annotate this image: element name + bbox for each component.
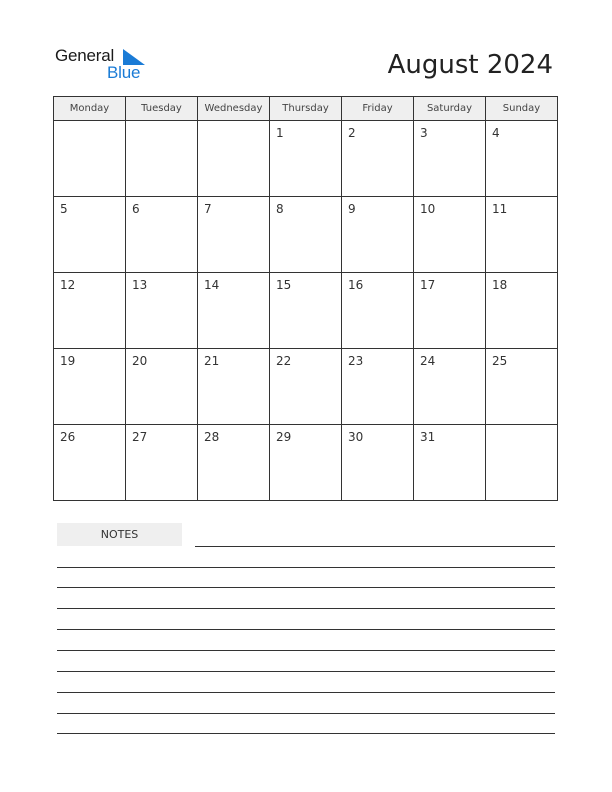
notes-line <box>57 567 555 568</box>
day-number: 7 <box>204 202 212 216</box>
notes-line <box>57 629 555 630</box>
day-cell <box>198 273 270 349</box>
day-number: 8 <box>276 202 284 216</box>
day-number: 24 <box>420 354 436 368</box>
notes-line <box>57 692 555 693</box>
day-number <box>54 121 125 126</box>
day-cell <box>54 349 126 425</box>
day-cell <box>270 121 342 197</box>
weekday-header-sunday: Sunday <box>486 97 558 121</box>
day-number: 6 <box>132 202 140 216</box>
day-cell <box>414 349 486 425</box>
day-number <box>126 121 197 126</box>
day-cell <box>270 349 342 425</box>
day-cell <box>486 349 558 425</box>
weekday-header-tuesday: Tuesday <box>126 97 198 121</box>
day-cell <box>342 349 414 425</box>
day-number <box>198 121 269 126</box>
day-cell <box>54 197 126 273</box>
day-number: 11 <box>492 202 508 216</box>
notes-line <box>195 546 555 547</box>
day-cell <box>486 425 558 501</box>
day-number: 9 <box>348 202 356 216</box>
notes-line <box>57 671 555 672</box>
week-row <box>54 425 558 501</box>
day-number <box>486 425 557 430</box>
day-cell <box>126 273 198 349</box>
day-number: 2 <box>348 126 356 140</box>
day-cell <box>54 273 126 349</box>
day-cell <box>126 121 198 197</box>
weekday-header-thursday: Thursday <box>270 97 342 121</box>
day-number: 19 <box>60 354 76 368</box>
notes-label: NOTES <box>57 523 182 546</box>
weekday-header-monday: Monday <box>54 97 126 121</box>
day-cell <box>198 121 270 197</box>
day-cell <box>54 425 126 501</box>
day-number: 31 <box>420 430 436 444</box>
day-cell <box>342 197 414 273</box>
day-cell <box>198 349 270 425</box>
day-number: 17 <box>420 278 436 292</box>
notes-line <box>57 608 555 609</box>
weekday-header-friday: Friday <box>342 97 414 121</box>
day-cell <box>414 121 486 197</box>
day-number: 3 <box>420 126 428 140</box>
day-number: 28 <box>204 430 220 444</box>
day-cell <box>198 197 270 273</box>
day-cell <box>486 121 558 197</box>
day-number: 16 <box>348 278 364 292</box>
day-number: 22 <box>276 354 292 368</box>
day-number: 13 <box>132 278 148 292</box>
weekday-header-saturday: Saturday <box>414 97 486 121</box>
day-cell <box>486 273 558 349</box>
day-cell <box>270 197 342 273</box>
day-cell <box>342 273 414 349</box>
day-number: 1 <box>276 126 284 140</box>
day-cell <box>414 425 486 501</box>
day-cell <box>270 273 342 349</box>
day-cell <box>198 425 270 501</box>
weekday-header-row <box>54 97 558 121</box>
day-number: 15 <box>276 278 292 292</box>
day-cell <box>414 197 486 273</box>
day-number: 21 <box>204 354 220 368</box>
day-number: 10 <box>420 202 436 216</box>
day-cell <box>486 197 558 273</box>
day-number: 14 <box>204 278 220 292</box>
day-number: 29 <box>276 430 292 444</box>
calendar-grid <box>53 96 558 501</box>
day-cell <box>54 121 126 197</box>
notes-line <box>57 733 555 734</box>
logo-text-blue: Blue <box>107 63 141 82</box>
day-number: 26 <box>60 430 76 444</box>
logo-text-general: General <box>55 46 115 65</box>
day-number: 12 <box>60 278 76 292</box>
day-number: 25 <box>492 354 508 368</box>
week-row <box>54 273 558 349</box>
day-cell <box>270 425 342 501</box>
day-cell <box>126 197 198 273</box>
notes-line <box>57 587 555 588</box>
week-row <box>54 349 558 425</box>
day-cell <box>342 425 414 501</box>
day-number: 5 <box>60 202 68 216</box>
week-row <box>54 197 558 273</box>
day-cell <box>342 121 414 197</box>
day-number: 23 <box>348 354 364 368</box>
weekday-header-wednesday: Wednesday <box>198 97 270 121</box>
day-number: 20 <box>132 354 148 368</box>
day-cell <box>414 273 486 349</box>
week-row <box>54 121 558 197</box>
page-title: August 2024 <box>387 50 553 80</box>
day-cell <box>126 349 198 425</box>
day-number: 4 <box>492 126 500 140</box>
day-number: 18 <box>492 278 508 292</box>
brand-logo <box>55 46 155 86</box>
day-cell <box>126 425 198 501</box>
day-number: 27 <box>132 430 148 444</box>
day-number: 30 <box>348 430 364 444</box>
notes-line <box>57 713 555 714</box>
notes-line <box>57 650 555 651</box>
